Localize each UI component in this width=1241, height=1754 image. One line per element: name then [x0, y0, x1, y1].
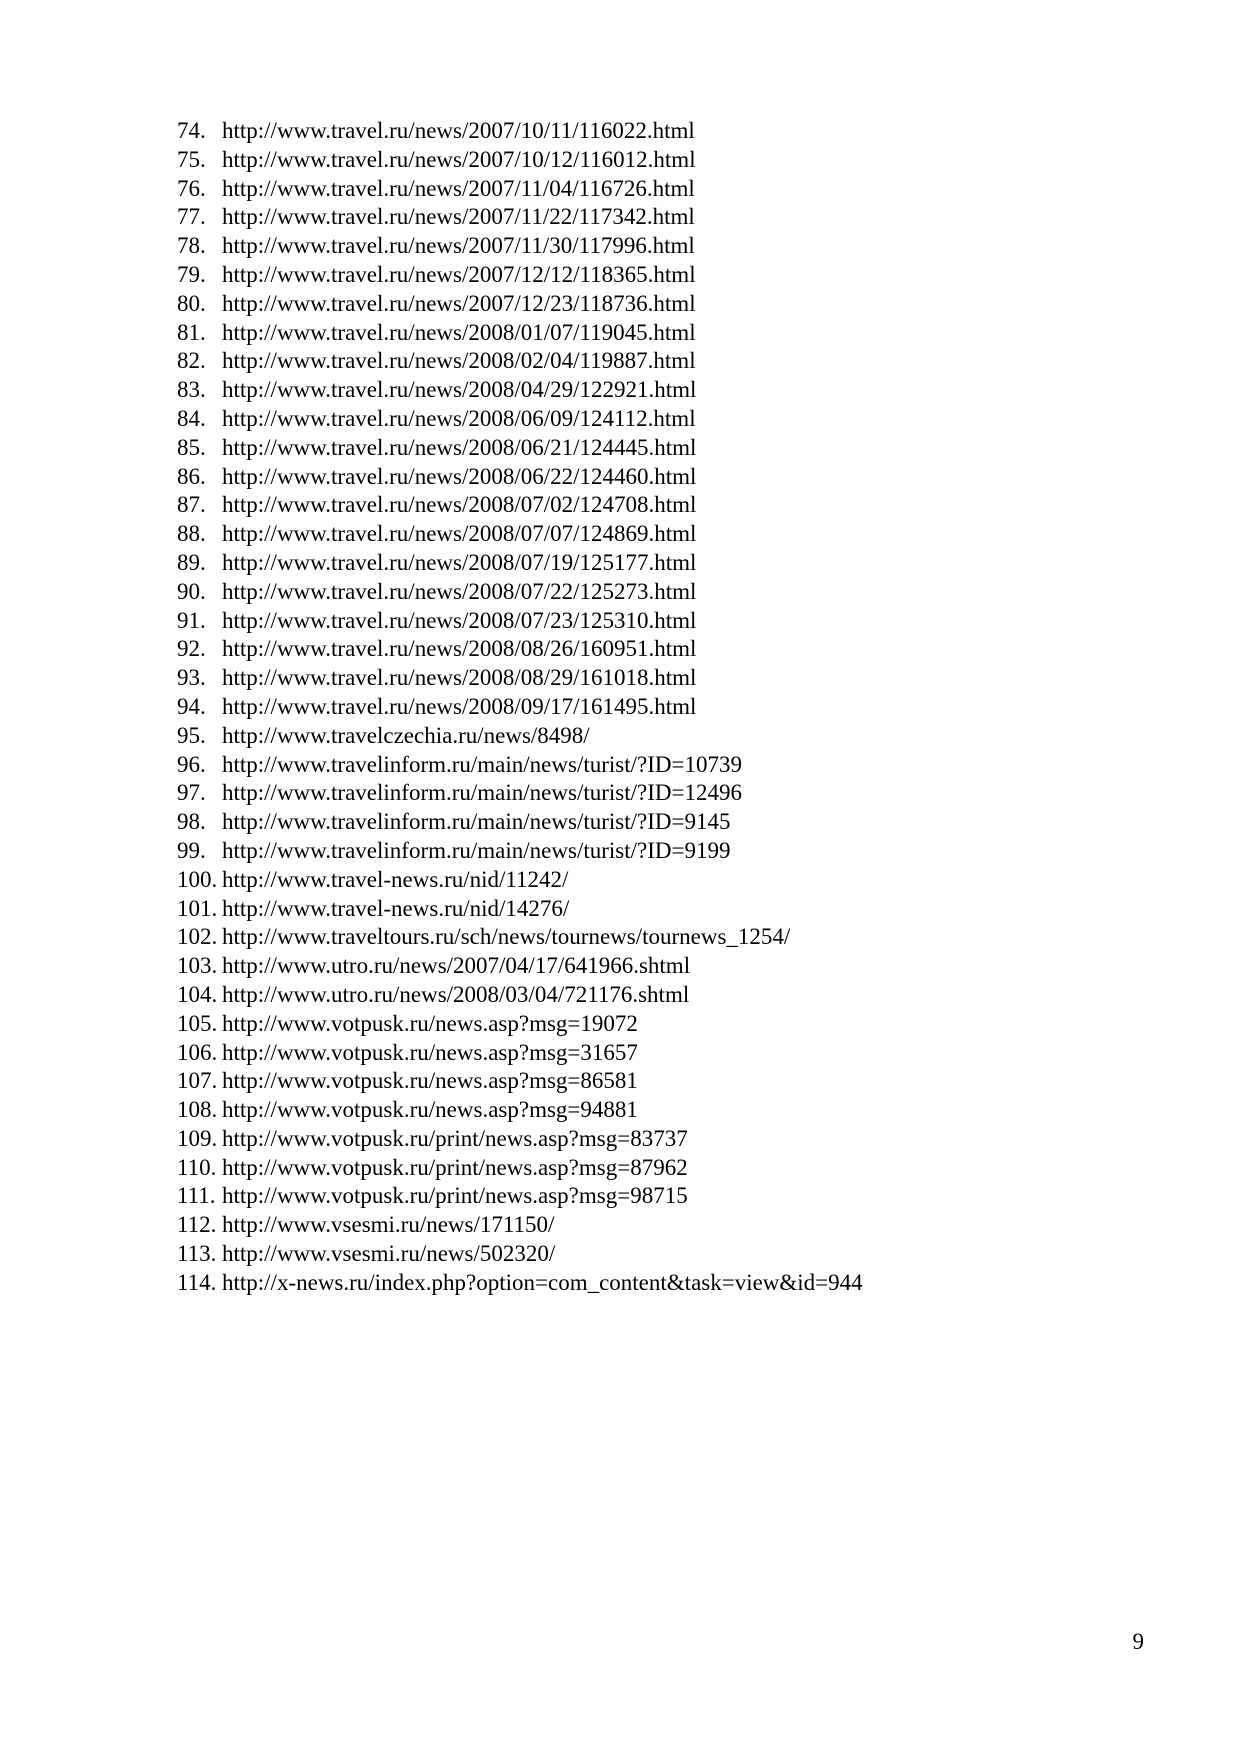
- reference-number: 95.: [177, 722, 206, 748]
- reference-url: http://www.votpusk.ru/news.asp?msg=94881: [222, 1097, 638, 1123]
- reference-number: 94.: [177, 693, 206, 719]
- reference-item: [177, 203, 863, 232]
- reference-list: [177, 117, 863, 1298]
- reference-item: [177, 981, 863, 1010]
- reference-number: 90.: [177, 578, 206, 604]
- reference-number: 74.: [177, 118, 206, 143]
- reference-number: 76.: [177, 175, 206, 201]
- reference-item: [177, 751, 863, 780]
- reference-number: 113.: [177, 1241, 217, 1267]
- reference-item: [177, 1125, 863, 1154]
- reference-item: [177, 261, 863, 290]
- reference-item: [177, 520, 863, 549]
- reference-url: http://www.travel.ru/news/2008/06/21/124445.html: [222, 434, 697, 460]
- reference-url: http://www.votpusk.ru/news.asp?msg=86581: [222, 1068, 638, 1094]
- reference-item: [177, 952, 863, 981]
- reference-number: 112.: [177, 1212, 217, 1238]
- reference-number: 97.: [177, 780, 206, 806]
- reference-number: 108.: [177, 1097, 218, 1123]
- reference-item: [177, 376, 863, 405]
- reference-number: 111.: [177, 1183, 216, 1209]
- reference-item: [177, 290, 863, 319]
- reference-url: http://www.travelczechia.ru/news/8498/: [222, 722, 590, 748]
- reference-number: 107.: [177, 1068, 218, 1094]
- reference-url: http://www.travel.ru/news/2008/01/07/119045.html: [222, 319, 696, 345]
- reference-number: 79.: [177, 261, 206, 287]
- reference-number: 110.: [177, 1154, 217, 1180]
- reference-item: [177, 1039, 863, 1068]
- reference-item: [177, 923, 863, 952]
- reference-url: http://www.travel-news.ru/nid/11242/: [222, 866, 569, 892]
- reference-url: http://www.votpusk.ru/print/news.asp?msg=83737: [222, 1125, 688, 1151]
- reference-item: [177, 1067, 863, 1096]
- reference-item: [177, 491, 863, 520]
- reference-number: 80.: [177, 290, 206, 316]
- reference-number: 106.: [177, 1039, 218, 1065]
- reference-item: [177, 1211, 863, 1240]
- reference-number: 103.: [177, 953, 218, 979]
- reference-item: [177, 1096, 863, 1125]
- reference-url: http://www.travel.ru/news/2008/07/02/124708.html: [222, 492, 697, 518]
- reference-item: [177, 463, 863, 492]
- reference-url: http://www.travel.ru/news/2007/10/11/116022.html: [222, 118, 695, 143]
- reference-url: http://www.travel.ru/news/2008/08/29/161018.html: [222, 665, 697, 691]
- reference-url: http://www.votpusk.ru/print/news.asp?msg=98715: [222, 1183, 688, 1209]
- reference-item: [177, 837, 863, 866]
- reference-item: [177, 175, 863, 204]
- reference-url: http://www.votpusk.ru/print/news.asp?msg=87962: [222, 1154, 688, 1180]
- reference-url: http://www.vsesmi.ru/news/171150/: [222, 1212, 555, 1238]
- reference-number: 101.: [177, 895, 218, 921]
- reference-url: http://www.travel.ru/news/2008/07/19/125177.html: [222, 549, 697, 575]
- reference-item: [177, 722, 863, 751]
- reference-item: [177, 808, 863, 837]
- reference-number: 91.: [177, 607, 206, 633]
- reference-item: [177, 895, 863, 924]
- reference-url: http://www.travel.ru/news/2008/06/22/124460.html: [222, 463, 697, 489]
- reference-url: http://www.travelinform.ru/main/news/turist/?ID=9145: [222, 809, 731, 835]
- reference-url: http://www.travel.ru/news/2008/02/04/119887.html: [222, 348, 696, 374]
- reference-item: [177, 1182, 863, 1211]
- reference-url: http://www.travel.ru/news/2007/11/22/117342.html: [222, 204, 695, 230]
- reference-number: 114.: [177, 1269, 217, 1295]
- reference-number: 105.: [177, 1010, 218, 1036]
- reference-url: http://x-news.ru/index.php?option=com_content&task=view&id=944: [222, 1269, 863, 1295]
- reference-url: http://www.votpusk.ru/news.asp?msg=31657: [222, 1039, 638, 1065]
- reference-item: [177, 434, 863, 463]
- reference-number: 81.: [177, 319, 206, 345]
- reference-url: http://www.travel.ru/news/2008/07/22/125273.html: [222, 578, 697, 604]
- reference-item: [177, 549, 863, 578]
- reference-item: [177, 866, 863, 895]
- reference-item: [177, 232, 863, 261]
- reference-url: http://www.votpusk.ru/news.asp?msg=19072: [222, 1010, 638, 1036]
- reference-url: http://www.traveltours.ru/sch/news/tournews/tournews_1254/: [222, 924, 791, 950]
- reference-url: http://www.travel.ru/news/2008/04/29/122921.html: [222, 377, 697, 403]
- reference-url: http://www.utro.ru/news/2007/04/17/641966.shtml: [222, 953, 691, 979]
- reference-number: 93.: [177, 665, 206, 691]
- reference-item: [177, 1010, 863, 1039]
- reference-url: http://www.travelinform.ru/main/news/turist/?ID=12496: [222, 780, 742, 806]
- reference-url: http://www.travel.ru/news/2008/06/09/124112.html: [222, 405, 696, 431]
- reference-number: 84.: [177, 405, 206, 431]
- reference-number: 86.: [177, 463, 206, 489]
- reference-item: [177, 693, 863, 722]
- reference-item: [177, 405, 863, 434]
- reference-item: [177, 779, 863, 808]
- reference-number: 75.: [177, 146, 206, 172]
- reference-url: http://www.vsesmi.ru/news/502320/: [222, 1241, 556, 1267]
- reference-number: 102.: [177, 924, 218, 950]
- reference-url: http://www.travel.ru/news/2007/12/12/118365.html: [222, 261, 696, 287]
- reference-url: http://www.travel.ru/news/2008/07/07/124869.html: [222, 521, 697, 547]
- reference-item: [177, 319, 863, 348]
- reference-number: 92.: [177, 636, 206, 662]
- reference-item: [177, 146, 863, 175]
- reference-number: 78.: [177, 233, 206, 259]
- reference-url: http://www.travel.ru/news/2008/07/23/125310.html: [222, 607, 697, 633]
- reference-item: [177, 578, 863, 607]
- reference-number: 77.: [177, 204, 206, 230]
- reference-number: 87.: [177, 492, 206, 518]
- reference-number: 99.: [177, 837, 206, 863]
- reference-url: http://www.travelinform.ru/main/news/turist/?ID=10739: [222, 751, 742, 777]
- reference-number: 83.: [177, 377, 206, 403]
- reference-number: 89.: [177, 549, 206, 575]
- reference-item: [177, 664, 863, 693]
- reference-number: 98.: [177, 809, 206, 835]
- reference-item: [177, 635, 863, 664]
- reference-number: 96.: [177, 751, 206, 777]
- reference-url: http://www.utro.ru/news/2008/03/04/721176.shtml: [222, 981, 690, 1007]
- reference-url: http://www.travel-news.ru/nid/14276/: [222, 895, 570, 921]
- reference-url: http://www.travel.ru/news/2007/11/30/117996.html: [222, 233, 695, 259]
- reference-item: [177, 1154, 863, 1183]
- reference-url: http://www.travel.ru/news/2008/09/17/161495.html: [222, 693, 697, 719]
- page-number: 9: [1132, 1629, 1144, 1654]
- reference-url: http://www.travel.ru/news/2007/11/04/116726.html: [222, 175, 695, 201]
- reference-url: http://www.travelinform.ru/main/news/turist/?ID=9199: [222, 837, 731, 863]
- reference-number: 109.: [177, 1125, 218, 1151]
- reference-url: http://www.travel.ru/news/2008/08/26/160951.html: [222, 636, 697, 662]
- reference-number: 85.: [177, 434, 206, 460]
- reference-item: [177, 117, 863, 146]
- reference-item: [177, 1269, 863, 1298]
- reference-item: [177, 347, 863, 376]
- reference-number: 82.: [177, 348, 206, 374]
- reference-item: [177, 607, 863, 636]
- reference-number: 100.: [177, 866, 218, 892]
- reference-url: http://www.travel.ru/news/2007/10/12/116012.html: [222, 146, 696, 172]
- reference-item: [177, 1240, 863, 1269]
- reference-number: 88.: [177, 521, 206, 547]
- reference-number: 104.: [177, 981, 218, 1007]
- reference-url: http://www.travel.ru/news/2007/12/23/118736.html: [222, 290, 696, 316]
